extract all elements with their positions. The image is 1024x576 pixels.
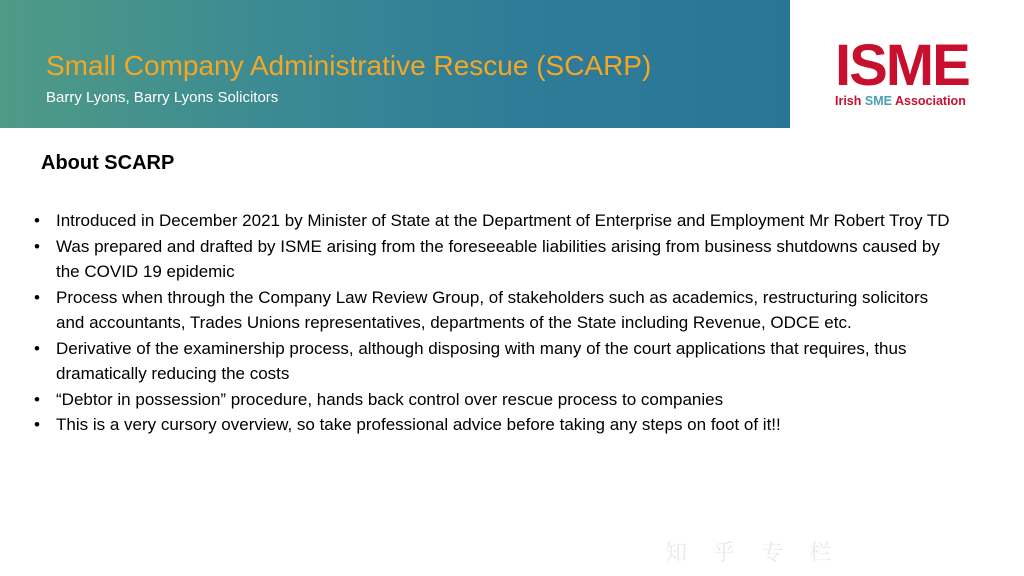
bullet-text: “Debtor in possession” procedure, hands back control over rescue process to companies bbox=[56, 389, 724, 409]
bullet-item bbox=[30, 412, 950, 438]
bullet-text: Introduced in December 2021 by Minister of State at the Department of Enterprise and Employment Mr Robert Troy TD bbox=[56, 211, 950, 230]
bullet-dot-icon: • bbox=[34, 287, 40, 307]
bullet-list bbox=[30, 208, 950, 438]
bullet-text: This is a very cursory overview, so take professional advice before taking any steps on foot of it!! bbox=[56, 415, 781, 434]
bullet-dot-icon: • bbox=[34, 211, 40, 230]
bullet-dot-icon: • bbox=[34, 236, 40, 256]
bullet-text: Derivative of the examinership process, although disposing with many of the court applications that requires, thus dramatically reducing the costs bbox=[56, 338, 907, 383]
isme-logo bbox=[835, 33, 987, 118]
bullet-dot-icon: • bbox=[34, 415, 40, 434]
bullet-text: Was prepared and drafted by ISME arising from the foreseeable liabilities arising from business shutdowns caused by the COVID 19 epidemic bbox=[56, 236, 940, 281]
slide-title: Small Company Administrative Rescue (SCARP) bbox=[46, 50, 652, 81]
bullet-text: Process when through the Company Law Review Group, of stakeholders such as academics, restructuring solicitors and accountants, Trades Unions representatives, departments of the State including Revenue, ODCE etc. bbox=[56, 287, 929, 332]
bullet-dot-icon: • bbox=[34, 389, 40, 409]
bullet-item bbox=[30, 285, 950, 336]
watermark: 知 乎 专 栏 bbox=[665, 540, 842, 565]
bullet-item bbox=[30, 234, 950, 285]
logo-mark: ISME bbox=[835, 33, 969, 98]
bullet-item bbox=[30, 387, 950, 413]
header-band bbox=[0, 0, 790, 128]
logo-tagline-irish: Irish bbox=[835, 94, 865, 108]
logo-tagline bbox=[835, 94, 987, 108]
logo-tagline-association: Association bbox=[891, 94, 966, 108]
section-heading: About SCARP bbox=[41, 152, 175, 174]
logo-tagline-sme: SME bbox=[864, 94, 892, 108]
bullet-dot-icon: • bbox=[34, 338, 40, 358]
bullet-item bbox=[30, 208, 950, 234]
bullet-item bbox=[30, 336, 950, 387]
slide-subtitle: Barry Lyons, Barry Lyons Solicitors bbox=[46, 89, 279, 106]
